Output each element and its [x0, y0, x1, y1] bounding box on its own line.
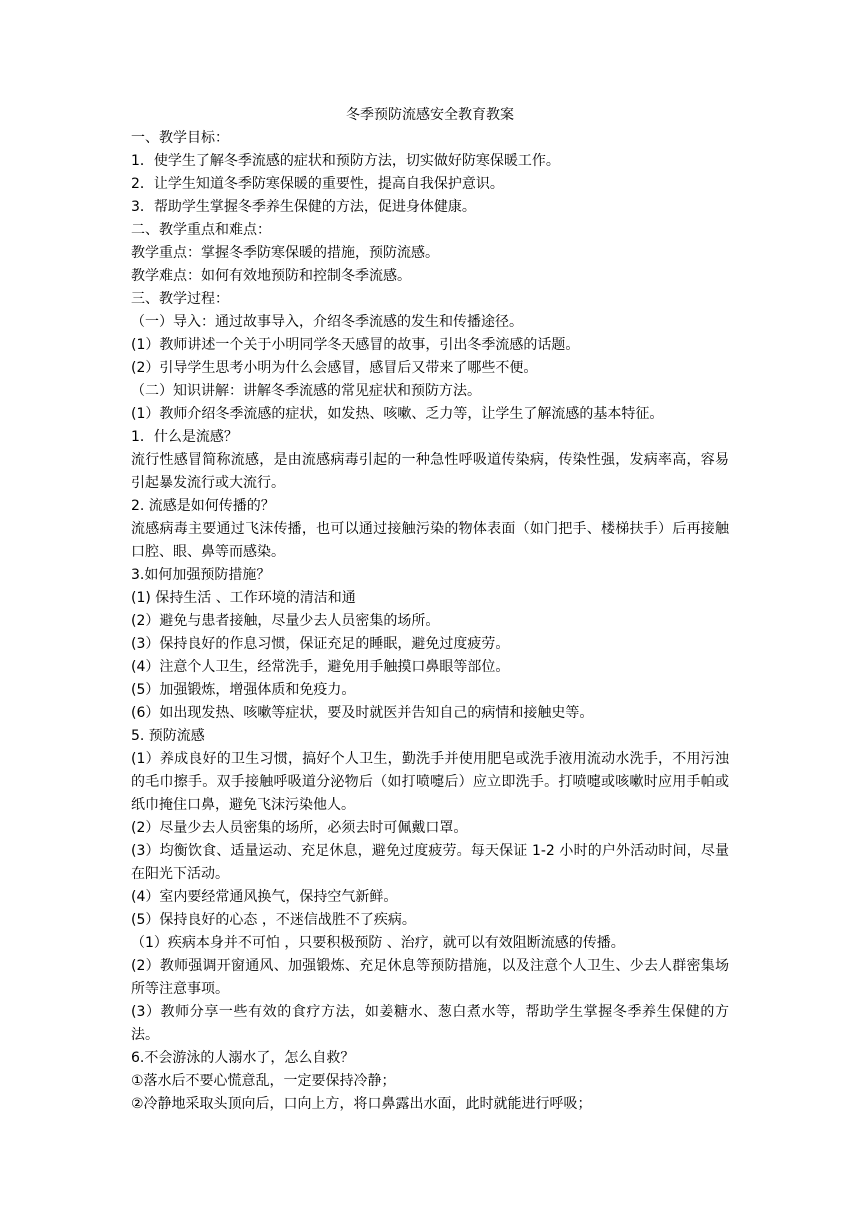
paragraph: (3）均衡饮食、适量运动、充足休息，避免过度疲劳。每天保证 1-2 小时的户外活动时间，尽量在阳光下活动。 — [131, 843, 729, 882]
section-heading: 三、教学过程： — [131, 291, 229, 307]
list-item: (2）避免与患者接触，尽量少去人员密集的场所。 — [131, 613, 440, 629]
list-item: (3）保持良好的作息习惯，保证充足的睡眠，避免过度疲劳。 — [131, 636, 510, 652]
list-item: (2）尽量少去人员密集的场所，必须去时可佩戴口罩。 — [131, 820, 468, 836]
document-title: 冬季预防流感安全教育教案 — [346, 107, 514, 123]
document-body — [131, 104, 729, 1116]
paragraph: 流感病毒主要通过飞沫传播，也可以通过接触污染的物体表面（如门把手、楼梯扶手）后再接触口腔、眼、鼻等而感染。 — [131, 521, 729, 560]
text-line: 教学重点：掌握冬季防寒保暖的措施，预防流感。 — [131, 245, 439, 261]
list-item: 1．使学生了解冬季流感的症状和预防方法，切实做好防寒保暖工作。 — [131, 153, 560, 169]
paragraph: (3）教师分享一些有效的食疗方法，如姜糖水、葱白煮水等，帮助学生掌握冬季养生保健的方法。 — [131, 1004, 729, 1043]
list-item: (1）教师讲述一个关于小明同学冬天感冒的故事，引出冬季流感的话题。 — [131, 337, 580, 353]
question-heading: 3.如何加强预防措施？ — [131, 567, 271, 583]
paragraph: (2）教师强调开窗通风、加强锻炼、充足休息等预防措施，以及注意个人卫生、少去人群密集场所等注意事项。 — [131, 958, 729, 997]
list-item: ②冷静地采取头顶向后，口向上方，将口鼻露出水面，此时就能进行呼吸； — [131, 1096, 592, 1112]
text-line: 教学难点：如何有效地预防和控制冬季流感。 — [131, 268, 411, 284]
list-item: (4）注意个人卫生，经常洗手，避免用手触摸口鼻眼等部位。 — [131, 659, 510, 675]
question-heading: 5. 预防流感 — [131, 728, 205, 744]
list-item: (5）保持良好的心态 ，不迷信战胜不了疾病。 — [131, 912, 416, 928]
list-item: 2．让学生知道冬季防寒保暖的重要性，提高自我保护意识。 — [131, 176, 504, 192]
list-item: (5）加强锻炼，增强体质和免疫力。 — [131, 682, 356, 698]
question-heading: 6.不会游泳的人溺水了，怎么自救？ — [131, 1050, 355, 1066]
subsection-heading: （一）导入：通过故事导入，介绍冬季流感的发生和传播途径。 — [131, 314, 523, 330]
section-heading: 一、教学目标： — [131, 130, 229, 146]
paragraph: (1）养成良好的卫生习惯，搞好个人卫生，勤洗手并使用肥皂或洗手液用流动水洗手，不用污浊的毛巾擦手。双手接触呼吸道分泌物后（如打喷嚏后）应立即洗手。打喷嚏或咳嗽时应用手帕或纸巾掩住口鼻，避免飞沫污染他人。 — [131, 751, 729, 813]
list-item: (1）教师介绍冬季流感的症状，如发热、咳嗽、乏力等，让学生了解流感的基本特征。 — [131, 406, 664, 422]
list-item: ①落水后不要心慌意乱，一定要保持冷静； — [131, 1073, 396, 1089]
paragraph: 流行性感冒简称流感，是由流感病毒引起的一种急性呼吸道传染病，传染性强，发病率高，容易引起暴发流行或大流行。 — [131, 452, 729, 491]
list-item: (2）引导学生思考小明为什么会感冒，感冒后又带来了哪些不便。 — [131, 360, 538, 376]
list-item: 3．帮助学生掌握冬季养生保健的方法，促进身体健康。 — [131, 199, 476, 215]
subsection-heading: （二）知识讲解：讲解冬季流感的常见症状和预防方法。 — [131, 383, 481, 399]
question-heading: 2. 流感是如何传播的？ — [131, 498, 275, 514]
question-heading: 1．什么是流感？ — [131, 429, 238, 445]
list-item: (4）室内要经常通风换气，保持空气新鲜。 — [131, 889, 398, 905]
list-item: （1）疾病本身并不可怕 ，只要积极预防 、治疗，就可以有效阻断流感的传播。 — [131, 935, 625, 951]
section-heading: 二、教学重点和难点： — [131, 222, 271, 238]
list-item: (1) 保持生活 、工作环境的清洁和通 — [131, 590, 356, 606]
list-item: (6）如出现发热、咳嗽等症状，要及时就医并告知自己的病情和接触史等。 — [131, 705, 594, 721]
